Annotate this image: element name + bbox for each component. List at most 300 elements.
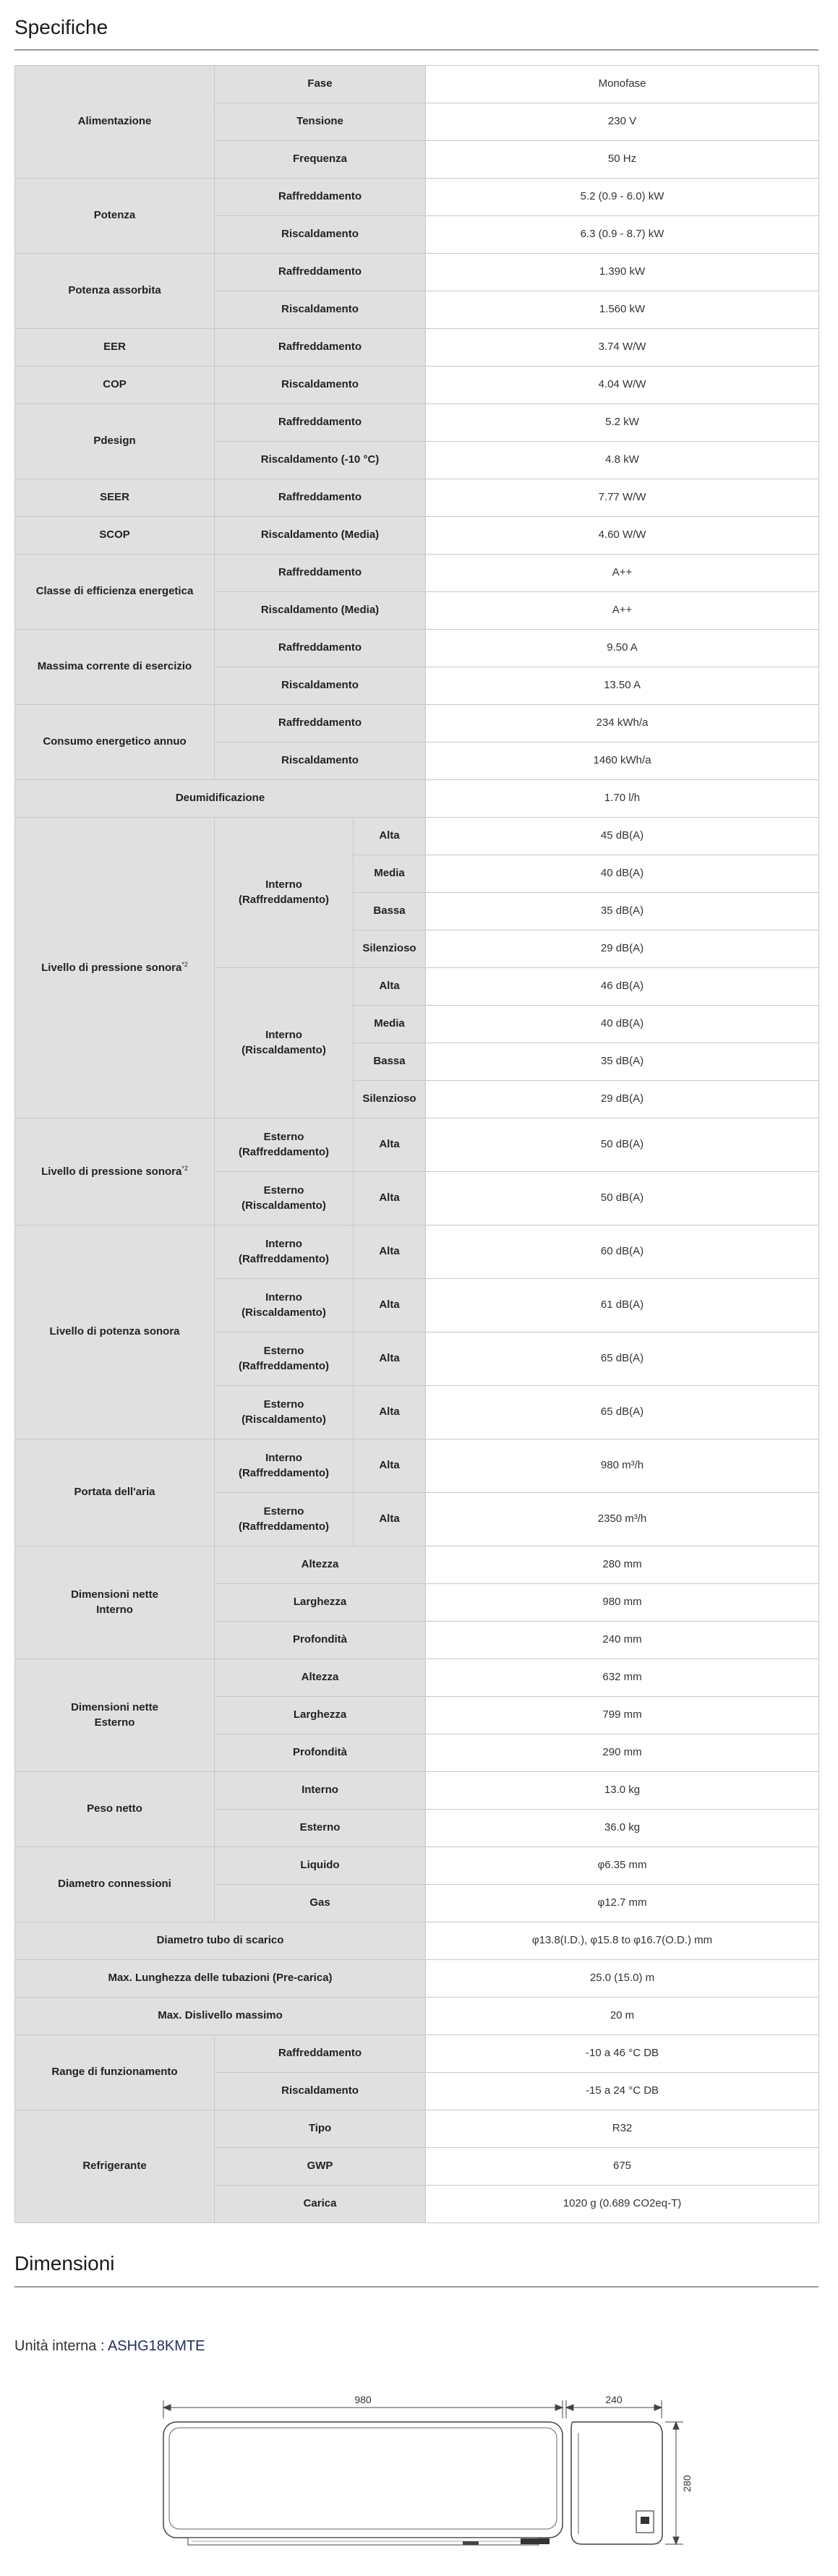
cell-text: Classe di efficienza energetica: [35, 585, 194, 598]
spec-label-cell: [15, 1439, 215, 1546]
cell-text: Pdesign: [93, 435, 136, 448]
spec-label-cell: [215, 517, 426, 555]
spec-label-cell: [15, 1998, 426, 2035]
spec-value-cell: [426, 1279, 819, 1332]
spec-value-cell: [426, 1546, 819, 1584]
spec-label-cell: [15, 780, 426, 818]
cell-text: 632 mm: [602, 1671, 642, 1684]
cell-text: Livello di pressione sonora: [41, 1165, 182, 1178]
spec-label-cell: [15, 818, 215, 1118]
cell-text: Alta: [379, 1405, 400, 1418]
cell-text: Livello di potenza sonora: [49, 1325, 180, 1338]
spec-label-cell: [354, 1081, 426, 1118]
spec-value-cell: [426, 667, 819, 705]
cell-text: (Raffreddamento): [238, 1466, 329, 1479]
cell-text: 5.2 (0.9 - 6.0) kW: [580, 190, 664, 203]
spec-label-cell: [215, 1386, 354, 1439]
spec-label-cell: [354, 1006, 426, 1043]
indoor-unit-model: ASHG18KMTE: [107, 2338, 205, 2354]
spec-value-cell: [426, 1225, 819, 1279]
cell-text: (Raffreddamento): [238, 1359, 329, 1372]
spec-row: [15, 1225, 819, 1279]
spec-label-cell: [215, 442, 426, 479]
spec-label-cell: [354, 1225, 426, 1279]
spec-value-cell: [426, 2073, 819, 2110]
spec-label-cell: [15, 329, 215, 367]
spec-value-cell: [426, 517, 819, 555]
cell-text: Raffreddamento: [278, 491, 362, 504]
spec-value-cell: [426, 743, 819, 780]
cell-text: Diametro tubo di scarico: [156, 1934, 284, 1947]
spec-row: [15, 818, 819, 855]
cell-text: Gas: [309, 1896, 330, 1909]
spec-value-cell: [426, 1772, 819, 1810]
cell-text: Raffreddamento: [278, 641, 362, 654]
cell-text: Portata dell'aria: [74, 1486, 155, 1499]
cell-text: (Riscaldamento): [241, 1306, 326, 1319]
cell-text: 2350 m³/h: [597, 1512, 647, 1526]
cell-text: Media: [374, 867, 405, 880]
indoor-unit-front-view: [163, 2422, 563, 2545]
spec-value-cell: [426, 2110, 819, 2148]
spec-label-cell: [215, 968, 354, 1118]
cell-text: 280 mm: [602, 1558, 642, 1571]
cell-text: 6.3 (0.9 - 8.7) kW: [580, 228, 664, 241]
spec-label-cell: [15, 367, 215, 404]
spec-label-cell: [354, 1386, 426, 1439]
spec-label-cell: [215, 1584, 426, 1622]
spec-label-cell: [215, 630, 426, 667]
cell-text: 29 dB(A): [600, 942, 644, 955]
spec-label-cell: [215, 2110, 426, 2148]
cell-text: 9.50 A: [607, 641, 638, 654]
cell-text: A++: [612, 604, 633, 617]
cell-text: φ6.35 mm: [597, 1859, 647, 1872]
cell-text: Bassa: [373, 1055, 406, 1068]
cell-text: Altezza: [301, 1671, 339, 1684]
cell-text: 1020 g (0.689 CO2eq-T): [563, 2197, 682, 2210]
spec-label-cell: [215, 1279, 354, 1332]
height-dimension-label: 280: [681, 2475, 693, 2492]
cell-text: Profondità: [293, 1746, 347, 1759]
spec-label-cell: [15, 254, 215, 329]
spec-value-cell: [426, 1439, 819, 1493]
cell-text: 40 dB(A): [600, 867, 644, 880]
spec-label-cell: [15, 2110, 215, 2223]
cell-text: 50 dB(A): [600, 1191, 644, 1204]
cell-text: Potenza: [93, 209, 136, 222]
cell-text: Bassa: [373, 904, 406, 917]
spec-label-cell: [215, 66, 426, 103]
spec-label-cell: [15, 1960, 426, 1998]
spec-value-cell: [426, 404, 819, 442]
cell-text: 45 dB(A): [600, 829, 644, 842]
cell-text: 1.560 kW: [599, 303, 646, 316]
spec-label-cell: [215, 1622, 426, 1659]
dimensions-section-divider: [14, 2286, 818, 2288]
spec-value-cell: [426, 1332, 819, 1386]
spec-value-cell: [426, 893, 819, 930]
cell-text: 234 kWh/a: [596, 716, 649, 729]
spec-label-cell: [215, 705, 426, 743]
spec-value-cell: [426, 141, 819, 179]
spec-label-cell: [354, 1493, 426, 1546]
indoor-unit-label-prefix: Unità interna :: [14, 2338, 108, 2354]
spec-label-cell: [215, 254, 426, 291]
cell-text: 7.77 W/W: [598, 491, 646, 504]
spec-label-cell: [215, 1546, 426, 1584]
spec-label-cell: [354, 1332, 426, 1386]
spec-row: [15, 1922, 819, 1960]
spec-value-cell: [426, 592, 819, 630]
spec-row: [15, 1998, 819, 2035]
cell-text: 5.2 kW: [605, 416, 639, 429]
cell-text: Riscaldamento: [281, 2084, 359, 2097]
cell-text: Alta: [379, 1138, 400, 1151]
cell-text: Raffreddamento: [278, 341, 362, 354]
spec-row: [15, 179, 819, 216]
cell-text: Consumo energetico annuo: [43, 735, 187, 748]
spec-row: [15, 1546, 819, 1584]
cell-text: 1460 kWh/a: [593, 754, 651, 767]
cell-text: -10 a 46 °C DB: [585, 2047, 659, 2060]
cell-text: Interno: [265, 1029, 302, 1042]
spec-section-title: Specifiche: [14, 16, 108, 38]
cell-text: 980 mm: [602, 1596, 642, 1609]
cell-text: Riscaldamento (Media): [260, 604, 380, 617]
spec-row: [15, 329, 819, 367]
cell-text: Esterno: [263, 1398, 304, 1411]
spec-label-cell: [354, 1172, 426, 1225]
cell-text: (Riscaldamento): [241, 1413, 326, 1426]
cell-text: (Riscaldamento): [241, 1199, 326, 1212]
cell-text: Frequenza: [293, 153, 348, 166]
spec-row: [15, 479, 819, 517]
spec-label-cell: [215, 743, 426, 780]
spec-value-cell: [426, 1622, 819, 1659]
dimensions-section-title: Dimensioni: [14, 2252, 115, 2275]
spec-label-cell: [215, 1493, 354, 1546]
spec-label-cell: [215, 141, 426, 179]
spec-value-cell: [426, 855, 819, 893]
cell-text: Raffreddamento: [278, 190, 362, 203]
cell-text: EER: [103, 341, 126, 354]
spec-value-cell: [426, 2148, 819, 2186]
spec-label-cell: [354, 1439, 426, 1493]
cell-text: 290 mm: [602, 1746, 642, 1759]
cell-text: Esterno: [263, 1345, 304, 1358]
indoor-unit-label: [14, 2338, 205, 2355]
spec-label-cell: [15, 1772, 215, 1847]
spec-row: [15, 254, 819, 291]
cell-text: Interno: [96, 1603, 133, 1616]
spec-label-cell: [15, 1118, 215, 1225]
spec-value-cell: [426, 1960, 819, 1998]
spec-label-cell: [215, 1847, 426, 1885]
spec-label-cell: [215, 329, 426, 367]
spec-value-cell: [426, 2035, 819, 2073]
spec-value-cell: [426, 1081, 819, 1118]
cell-text: φ13.8(I.D.), φ15.8 to φ16.7(O.D.) mm: [531, 1934, 713, 1947]
cell-text: Esterno: [263, 1131, 304, 1144]
spec-value-cell: [426, 1697, 819, 1734]
spec-label-cell: [215, 1225, 354, 1279]
cell-text: Riscaldamento: [281, 679, 359, 692]
spec-label-cell: [15, 1659, 215, 1772]
spec-label-cell: [354, 1279, 426, 1332]
cell-text: Alta: [379, 1191, 400, 1204]
spec-label-cell: [354, 893, 426, 930]
spec-label-cell: [215, 216, 426, 254]
spec-value-cell: [426, 1659, 819, 1697]
spec-value-cell: [426, 367, 819, 404]
cell-text: Raffreddamento: [278, 566, 362, 579]
spec-value-cell: [426, 1493, 819, 1546]
cell-text: 50 dB(A): [600, 1138, 644, 1151]
cell-text: 230 V: [607, 115, 637, 128]
spec-label-cell: [215, 555, 426, 592]
cell-text: Dimensioni nette: [71, 1701, 158, 1714]
spec-label-cell: [215, 1439, 354, 1493]
spec-label-cell: [215, 2035, 426, 2073]
spec-row: [15, 1847, 819, 1885]
cell-text: (Riscaldamento): [241, 1043, 326, 1056]
spec-label-cell: [15, 179, 215, 254]
cell-text: Esterno: [299, 1821, 341, 1834]
cell-text: Riscaldamento: [281, 228, 359, 241]
spec-row: [15, 1439, 819, 1493]
spec-label-cell: [215, 1118, 354, 1172]
cell-text: Larghezza: [293, 1708, 347, 1721]
spec-value-cell: [426, 329, 819, 367]
spec-row: [15, 404, 819, 442]
spec-label-cell: [215, 1885, 426, 1922]
spec-label-cell: [215, 479, 426, 517]
cell-text: (Raffreddamento): [238, 1145, 329, 1158]
spec-label-cell: [215, 2148, 426, 2186]
cell-text: 1.70 l/h: [604, 792, 641, 805]
cell-text: Silenzioso: [362, 1092, 416, 1105]
spec-label-cell: [15, 630, 215, 705]
spec-row: [15, 1772, 819, 1810]
spec-label-cell: [354, 1118, 426, 1172]
cell-text: 1.390 kW: [599, 265, 646, 278]
cell-text: Raffreddamento: [278, 716, 362, 729]
spec-value-cell: [426, 216, 819, 254]
spec-value-cell: [426, 1386, 819, 1439]
spec-row: [15, 705, 819, 743]
cell-text: 50 Hz: [607, 153, 637, 166]
cell-text: 20 m: [610, 2009, 635, 2022]
cell-text: 29 dB(A): [600, 1092, 644, 1105]
cell-text: Alta: [379, 1245, 400, 1258]
cell-text: Alta: [379, 829, 400, 842]
spec-label-cell: [15, 1847, 215, 1922]
cell-text: Riscaldamento: [281, 303, 359, 316]
cell-text: Larghezza: [293, 1596, 347, 1609]
cell-text: 40 dB(A): [600, 1017, 644, 1030]
spec-label-cell: [215, 1332, 354, 1386]
cell-text: 60 dB(A): [600, 1245, 644, 1258]
cell-text: 675: [613, 2160, 632, 2173]
cell-text: (Raffreddamento): [238, 1520, 329, 1533]
cell-text: 65 dB(A): [600, 1405, 644, 1418]
cell-text: Interno: [265, 1238, 302, 1251]
cell-text: Esterno: [263, 1184, 304, 1197]
spec-row: [15, 780, 819, 818]
cell-text: Esterno: [263, 1505, 304, 1518]
spec-label-cell: [15, 1546, 215, 1659]
cell-text: Riscaldamento (Media): [260, 529, 380, 542]
cell-text: Raffreddamento: [278, 2047, 362, 2060]
spec-label-cell: [354, 968, 426, 1006]
cell-text: 25.0 (15.0) m: [589, 1972, 655, 1985]
spec-label-cell: [215, 179, 426, 216]
cell-text: A++: [612, 566, 633, 579]
cell-text: Alta: [379, 1352, 400, 1365]
spec-label-cell: [15, 479, 215, 517]
cell-text: Interno: [265, 878, 302, 891]
cell-text: COP: [103, 378, 127, 391]
spec-label-cell: [15, 1922, 426, 1960]
spec-value-cell: [426, 818, 819, 855]
spec-label-cell: [215, 1172, 354, 1225]
spec-label-cell: [215, 103, 426, 141]
spec-label-cell: [215, 291, 426, 329]
cell-text: Range di funzionamento: [51, 2066, 178, 2079]
cell-text: SCOP: [99, 529, 130, 542]
cell-text: Dimensioni nette: [71, 1588, 158, 1601]
cell-text: 13.50 A: [604, 679, 641, 692]
spec-label-cell: [15, 555, 215, 630]
width-dimension-label: 980: [354, 2394, 372, 2405]
cell-text: 65 dB(A): [600, 1352, 644, 1365]
cell-text: Alta: [379, 1459, 400, 1472]
cell-text: Carica: [303, 2197, 337, 2210]
spec-value-cell: [426, 1734, 819, 1772]
spec-row: [15, 2035, 819, 2073]
indoor-unit-side-view: [571, 2422, 662, 2544]
cell-text: Peso netto: [87, 1802, 142, 1815]
cell-text: (Raffreddamento): [238, 1252, 329, 1265]
cell-text: Interno: [265, 1452, 302, 1465]
cell-text: Alta: [379, 980, 400, 993]
spec-row: [15, 66, 819, 103]
cell-text: Fase: [307, 77, 333, 90]
spec-label-cell: [215, 1810, 426, 1847]
spec-label-cell: [15, 66, 215, 179]
spec-label-cell: [354, 1043, 426, 1081]
indoor-unit-dimension-drawing: [145, 2389, 723, 2570]
spec-value-cell: [426, 2186, 819, 2223]
cell-text: 4.60 W/W: [598, 529, 646, 542]
spec-row: [15, 630, 819, 667]
spec-value-cell: [426, 66, 819, 103]
cell-text: Raffreddamento: [278, 265, 362, 278]
cell-text: Refrigerante: [82, 2160, 147, 2173]
spec-value-cell: [426, 705, 819, 743]
spec-row: [15, 517, 819, 555]
spec-value-cell: [426, 1847, 819, 1885]
spec-label-cell: [15, 1225, 215, 1439]
cell-text: GWP: [307, 2160, 333, 2173]
spec-value-cell: [426, 780, 819, 818]
cell-text: SEER: [100, 491, 129, 504]
cell-text: Riscaldamento (-10 °C): [260, 453, 380, 466]
cell-text: Interno: [302, 1784, 338, 1797]
spec-value-cell: [426, 1998, 819, 2035]
cell-text: 35 dB(A): [600, 904, 644, 917]
cell-text: 980 m³/h: [600, 1459, 644, 1472]
cell-text: Liquido: [300, 1859, 340, 1872]
spec-label-cell: [354, 855, 426, 893]
spec-value-cell: [426, 291, 819, 329]
spec-label-cell: [15, 517, 215, 555]
cell-text: 35 dB(A): [600, 1055, 644, 1068]
cell-text: Esterno: [94, 1716, 135, 1729]
cell-text: 799 mm: [602, 1708, 642, 1721]
cell-text: 13.0 kg: [604, 1784, 641, 1797]
spec-label-cell: [15, 705, 215, 780]
spec-label-cell: [215, 1659, 426, 1697]
spec-label-cell: [215, 404, 426, 442]
cell-text: Diametro connessioni: [58, 1878, 171, 1891]
cell-text: φ12.7 mm: [597, 1896, 647, 1909]
spec-label-cell: [354, 818, 426, 855]
cell-text: Deumidificazione: [175, 792, 265, 805]
spec-row: [15, 555, 819, 592]
spec-value-cell: [426, 930, 819, 968]
spec-label-cell: [215, 1772, 426, 1810]
cell-text: Raffreddamento: [278, 416, 362, 429]
cell-text: Profondità: [293, 1633, 347, 1646]
cell-text: 4.04 W/W: [598, 378, 646, 391]
footnote-marker: *2: [181, 960, 188, 968]
cell-text: Silenzioso: [362, 942, 416, 955]
spec-label-cell: [215, 592, 426, 630]
spec-label-cell: [215, 1697, 426, 1734]
cell-text: 61 dB(A): [600, 1298, 644, 1311]
spec-label-cell: [215, 1734, 426, 1772]
cell-text: Riscaldamento: [281, 378, 359, 391]
cell-text: Livello di pressione sonora: [41, 961, 182, 974]
spec-value-cell: [426, 254, 819, 291]
cell-text: 3.74 W/W: [598, 341, 646, 354]
cell-text: Max. Dislivello massimo: [158, 2009, 283, 2022]
cell-text: 4.8 kW: [605, 453, 639, 466]
spec-value-cell: [426, 1584, 819, 1622]
spec-label-cell: [15, 2035, 215, 2110]
spec-value-cell: [426, 479, 819, 517]
spec-row: [15, 367, 819, 404]
spec-value-cell: [426, 1043, 819, 1081]
cell-text: 240 mm: [602, 1633, 642, 1646]
cell-text: R32: [612, 2122, 633, 2135]
cell-text: Media: [374, 1017, 405, 1030]
cell-text: Monofase: [598, 77, 646, 90]
spec-label-cell: [215, 2186, 426, 2223]
spec-value-cell: [426, 968, 819, 1006]
cell-text: Riscaldamento: [281, 754, 359, 767]
cell-text: Max. Lunghezza delle tubazioni (Pre-carica): [108, 1972, 333, 1985]
cell-text: 36.0 kg: [604, 1821, 641, 1834]
spec-row: [15, 2110, 819, 2148]
spec-value-cell: [426, 1118, 819, 1172]
spec-label-cell: [15, 404, 215, 479]
cell-text: Alta: [379, 1298, 400, 1311]
cell-text: Potenza assorbita: [68, 284, 161, 297]
cell-text: Alimentazione: [77, 115, 152, 128]
